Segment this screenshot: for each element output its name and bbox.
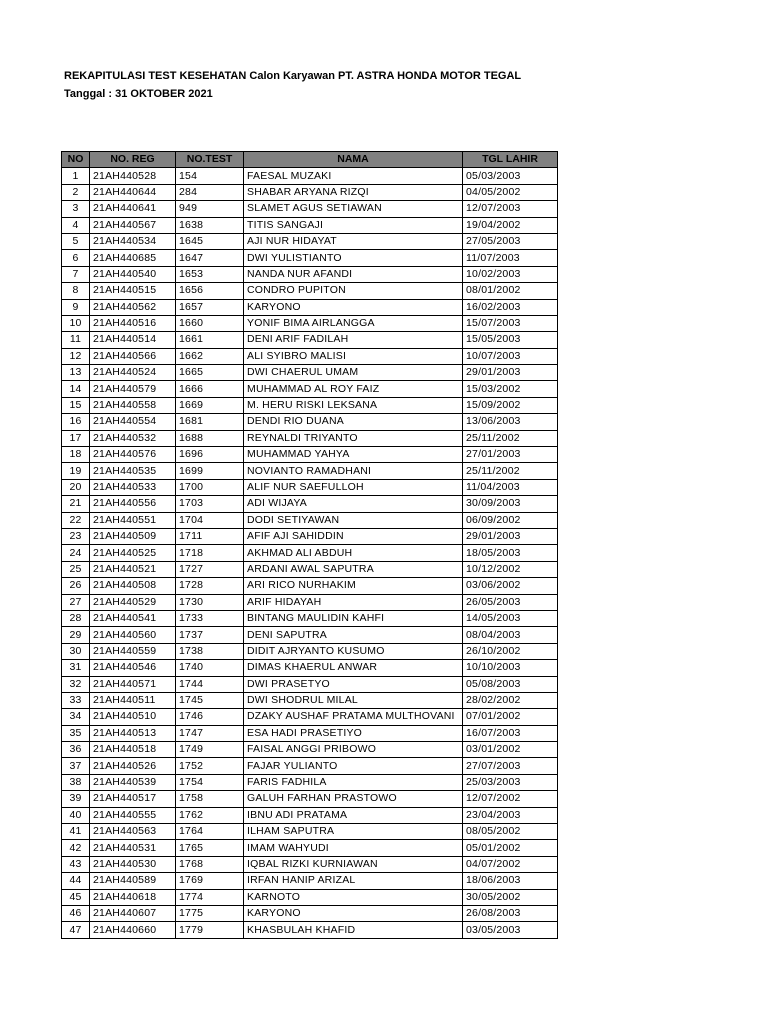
cell-no-test: 1718 (176, 545, 244, 561)
table-header-row (62, 152, 558, 168)
cell-no-test: 1638 (176, 217, 244, 233)
cell-nama: GALUH FARHAN PRASTOWO (244, 791, 463, 807)
cell-no-reg: 21AH440567 (90, 217, 176, 233)
cell-no: 39 (62, 791, 90, 807)
cell-no-reg: 21AH440535 (90, 463, 176, 479)
cell-no: 33 (62, 692, 90, 708)
table-row (62, 184, 558, 200)
table-row (62, 610, 558, 626)
cell-no-reg: 21AH440618 (90, 889, 176, 905)
cell-tgl-lahir: 06/09/2002 (463, 512, 558, 528)
cell-no-test: 1733 (176, 610, 244, 626)
cell-no: 17 (62, 430, 90, 446)
cell-nama: AFIF AJI SAHIDDIN (244, 528, 463, 544)
cell-no-reg: 21AH440524 (90, 365, 176, 381)
cell-nama: IQBAL RIZKI KURNIAWAN (244, 856, 463, 872)
cell-nama: NANDA NUR AFANDI (244, 266, 463, 282)
cell-nama: DENDI RIO DUANA (244, 414, 463, 430)
cell-no-reg: 21AH440685 (90, 250, 176, 266)
table-row (62, 643, 558, 659)
cell-tgl-lahir: 13/06/2003 (463, 414, 558, 430)
cell-tgl-lahir: 25/03/2003 (463, 774, 558, 790)
cell-no: 19 (62, 463, 90, 479)
cell-no-test: 1661 (176, 332, 244, 348)
table-row (62, 545, 558, 561)
cell-no: 20 (62, 479, 90, 495)
cell-no-test: 1657 (176, 299, 244, 315)
cell-no: 25 (62, 561, 90, 577)
table-row (62, 233, 558, 249)
cell-no-reg: 21AH440558 (90, 397, 176, 413)
cell-no-test: 1703 (176, 496, 244, 512)
cell-no: 32 (62, 676, 90, 692)
cell-nama: DENI SAPUTRA (244, 627, 463, 643)
cell-nama: MUHAMMAD YAHYA (244, 447, 463, 463)
cell-no-reg: 21AH440514 (90, 332, 176, 348)
cell-no: 21 (62, 496, 90, 512)
cell-tgl-lahir: 10/12/2002 (463, 561, 558, 577)
cell-nama: ALIF NUR SAEFULLOH (244, 479, 463, 495)
cell-nama: MUHAMMAD AL ROY FAIZ (244, 381, 463, 397)
cell-nama: BINTANG MAULIDIN KAHFI (244, 610, 463, 626)
table-row (62, 627, 558, 643)
cell-no-reg: 21AH440517 (90, 791, 176, 807)
cell-nama: FAESAL MUZAKI (244, 168, 463, 184)
cell-no-test: 1749 (176, 742, 244, 758)
cell-nama: DWI YULISTIANTO (244, 250, 463, 266)
cell-nama: DWI SHODRUL MILAL (244, 692, 463, 708)
table-row (62, 463, 558, 479)
cell-nama: FAISAL ANGGI PRIBOWO (244, 742, 463, 758)
cell-nama: DENI ARIF FADILAH (244, 332, 463, 348)
header-nama: NAMA (244, 152, 463, 168)
cell-no: 15 (62, 397, 90, 413)
cell-tgl-lahir: 18/06/2003 (463, 873, 558, 889)
table-row (62, 365, 558, 381)
cell-tgl-lahir: 26/08/2003 (463, 905, 558, 921)
cell-no-reg: 21AH440589 (90, 873, 176, 889)
cell-no-test: 1730 (176, 594, 244, 610)
cell-no-test: 1754 (176, 774, 244, 790)
cell-no: 43 (62, 856, 90, 872)
cell-nama: FAJAR YULIANTO (244, 758, 463, 774)
cell-no-test: 1737 (176, 627, 244, 643)
cell-no-test: 1774 (176, 889, 244, 905)
cell-no: 46 (62, 905, 90, 921)
cell-no-reg: 21AH440644 (90, 184, 176, 200)
table-row (62, 397, 558, 413)
cell-no: 2 (62, 184, 90, 200)
cell-no: 12 (62, 348, 90, 364)
table-row (62, 709, 558, 725)
table-row (62, 594, 558, 610)
cell-no-reg: 21AH440571 (90, 676, 176, 692)
cell-no-reg: 21AH440513 (90, 725, 176, 741)
cell-nama: KHASBULAH KHAFID (244, 922, 463, 938)
cell-tgl-lahir: 05/03/2003 (463, 168, 558, 184)
cell-no-reg: 21AH440556 (90, 496, 176, 512)
cell-no: 8 (62, 283, 90, 299)
cell-no-test: 1711 (176, 528, 244, 544)
cell-tgl-lahir: 04/07/2002 (463, 856, 558, 872)
cell-no: 13 (62, 365, 90, 381)
cell-no-reg: 21AH440533 (90, 479, 176, 495)
cell-no: 35 (62, 725, 90, 741)
table-row (62, 250, 558, 266)
cell-no-test: 1653 (176, 266, 244, 282)
table-row (62, 512, 558, 528)
cell-no: 18 (62, 447, 90, 463)
table-row (62, 725, 558, 741)
cell-no: 34 (62, 709, 90, 725)
cell-tgl-lahir: 27/07/2003 (463, 758, 558, 774)
table-row (62, 430, 558, 446)
cell-tgl-lahir: 08/04/2003 (463, 627, 558, 643)
cell-nama: M. HERU RISKI LEKSANA (244, 397, 463, 413)
cell-no: 3 (62, 201, 90, 217)
cell-no-test: 1665 (176, 365, 244, 381)
cell-no-reg: 21AH440579 (90, 381, 176, 397)
cell-no: 41 (62, 824, 90, 840)
cell-no: 40 (62, 807, 90, 823)
cell-no-reg: 21AH440511 (90, 692, 176, 708)
cell-no-reg: 21AH440539 (90, 774, 176, 790)
cell-no: 10 (62, 315, 90, 331)
table-row (62, 168, 558, 184)
cell-nama: SHABAR ARYANA RIZQI (244, 184, 463, 200)
cell-no-test: 1747 (176, 725, 244, 741)
table-row (62, 774, 558, 790)
cell-nama: AKHMAD ALI ABDUH (244, 545, 463, 561)
cell-nama: CONDRO PUPITON (244, 283, 463, 299)
cell-no-reg: 21AH440516 (90, 315, 176, 331)
cell-no-test: 1738 (176, 643, 244, 659)
cell-no-reg: 21AH440518 (90, 742, 176, 758)
cell-nama: NOVIANTO RAMADHANI (244, 463, 463, 479)
cell-no-reg: 21AH440541 (90, 610, 176, 626)
cell-nama: DWI CHAERUL UMAM (244, 365, 463, 381)
table-row (62, 414, 558, 430)
cell-no-test: 284 (176, 184, 244, 200)
table-row (62, 922, 558, 938)
cell-no-reg: 21AH440526 (90, 758, 176, 774)
cell-nama: KARNOTO (244, 889, 463, 905)
cell-tgl-lahir: 11/04/2003 (463, 479, 558, 495)
cell-tgl-lahir: 30/09/2003 (463, 496, 558, 512)
cell-no-test: 1666 (176, 381, 244, 397)
cell-no-test: 1704 (176, 512, 244, 528)
header-no-test: NO.TEST (176, 152, 244, 168)
cell-no-reg: 21AH440515 (90, 283, 176, 299)
cell-nama: ADI WIJAYA (244, 496, 463, 512)
cell-tgl-lahir: 05/08/2003 (463, 676, 558, 692)
cell-no-test: 1696 (176, 447, 244, 463)
cell-no: 30 (62, 643, 90, 659)
cell-no-reg: 21AH440532 (90, 430, 176, 446)
cell-nama: FARIS FADHILA (244, 774, 463, 790)
table-row (62, 496, 558, 512)
cell-no: 45 (62, 889, 90, 905)
cell-tgl-lahir: 29/01/2003 (463, 528, 558, 544)
cell-no-test: 1688 (176, 430, 244, 446)
table-body (62, 168, 558, 938)
cell-no: 14 (62, 381, 90, 397)
cell-nama: ARI RICO NURHAKIM (244, 578, 463, 594)
cell-tgl-lahir: 19/04/2002 (463, 217, 558, 233)
cell-nama: IRFAN HANIP ARIZAL (244, 873, 463, 889)
cell-nama: YONIF BIMA AIRLANGGA (244, 315, 463, 331)
cell-tgl-lahir: 11/07/2003 (463, 250, 558, 266)
cell-no-test: 1681 (176, 414, 244, 430)
cell-no-reg: 21AH440559 (90, 643, 176, 659)
cell-tgl-lahir: 05/01/2002 (463, 840, 558, 856)
cell-tgl-lahir: 26/05/2003 (463, 594, 558, 610)
cell-no-test: 1779 (176, 922, 244, 938)
table-row (62, 578, 558, 594)
cell-no: 23 (62, 528, 90, 544)
cell-no: 38 (62, 774, 90, 790)
cell-nama: ARIF HIDAYAH (244, 594, 463, 610)
cell-nama: TITIS SANGAJI (244, 217, 463, 233)
cell-tgl-lahir: 08/01/2002 (463, 283, 558, 299)
cell-no-reg: 21AH440555 (90, 807, 176, 823)
cell-no: 26 (62, 578, 90, 594)
cell-tgl-lahir: 15/03/2002 (463, 381, 558, 397)
cell-no-test: 1669 (176, 397, 244, 413)
cell-no-reg: 21AH440546 (90, 660, 176, 676)
cell-no-reg: 21AH440508 (90, 578, 176, 594)
cell-no-test: 1645 (176, 233, 244, 249)
cell-no-reg: 21AH440528 (90, 168, 176, 184)
cell-nama: AJI NUR HIDAYAT (244, 233, 463, 249)
cell-no-test: 154 (176, 168, 244, 184)
cell-no-reg: 21AH440576 (90, 447, 176, 463)
cell-tgl-lahir: 03/05/2003 (463, 922, 558, 938)
header-no: NO (62, 152, 90, 168)
cell-no-reg: 21AH440560 (90, 627, 176, 643)
cell-tgl-lahir: 10/10/2003 (463, 660, 558, 676)
table-row (62, 905, 558, 921)
cell-no: 47 (62, 922, 90, 938)
cell-nama: DZAKY AUSHAF PRATAMA MULTHOVANI (244, 709, 463, 725)
header-tgl-lahir: TGL LAHIR (463, 152, 558, 168)
cell-no: 22 (62, 512, 90, 528)
document-header (64, 68, 521, 103)
cell-no-reg: 21AH440607 (90, 905, 176, 921)
cell-tgl-lahir: 30/05/2002 (463, 889, 558, 905)
cell-no: 28 (62, 610, 90, 626)
table-row (62, 381, 558, 397)
cell-no-reg: 21AH440540 (90, 266, 176, 282)
cell-no: 5 (62, 233, 90, 249)
cell-tgl-lahir: 03/06/2002 (463, 578, 558, 594)
cell-no-test: 949 (176, 201, 244, 217)
cell-tgl-lahir: 10/02/2003 (463, 266, 558, 282)
cell-no-reg: 21AH440510 (90, 709, 176, 725)
cell-no-reg: 21AH440566 (90, 348, 176, 364)
table-row (62, 824, 558, 840)
cell-no-test: 1660 (176, 315, 244, 331)
cell-nama: REYNALDI TRIYANTO (244, 430, 463, 446)
cell-no: 11 (62, 332, 90, 348)
table-row (62, 299, 558, 315)
cell-nama: IMAM WAHYUDI (244, 840, 463, 856)
table-row (62, 315, 558, 331)
cell-no-test: 1764 (176, 824, 244, 840)
cell-tgl-lahir: 04/05/2002 (463, 184, 558, 200)
cell-tgl-lahir: 15/09/2002 (463, 397, 558, 413)
table-row (62, 528, 558, 544)
cell-tgl-lahir: 16/07/2003 (463, 725, 558, 741)
cell-no: 42 (62, 840, 90, 856)
cell-no-test: 1700 (176, 479, 244, 495)
cell-tgl-lahir: 14/05/2003 (463, 610, 558, 626)
table-row (62, 332, 558, 348)
cell-no-reg: 21AH440509 (90, 528, 176, 544)
cell-no: 4 (62, 217, 90, 233)
header-no-reg: NO. REG (90, 152, 176, 168)
cell-no-reg: 21AH440551 (90, 512, 176, 528)
cell-no: 7 (62, 266, 90, 282)
cell-no-test: 1768 (176, 856, 244, 872)
cell-tgl-lahir: 12/07/2003 (463, 201, 558, 217)
cell-no: 24 (62, 545, 90, 561)
cell-no-reg: 21AH440529 (90, 594, 176, 610)
cell-nama: ALI SYIBRO MALISI (244, 348, 463, 364)
cell-no-test: 1769 (176, 873, 244, 889)
table-row (62, 873, 558, 889)
cell-tgl-lahir: 15/05/2003 (463, 332, 558, 348)
cell-tgl-lahir: 03/01/2002 (463, 742, 558, 758)
cell-nama: SLAMET AGUS SETIAWAN (244, 201, 463, 217)
cell-nama: DIDIT AJRYANTO KUSUMO (244, 643, 463, 659)
cell-tgl-lahir: 07/01/2002 (463, 709, 558, 725)
table-row (62, 889, 558, 905)
table-row (62, 266, 558, 282)
cell-no-reg: 21AH440641 (90, 201, 176, 217)
table-row (62, 217, 558, 233)
cell-no: 31 (62, 660, 90, 676)
cell-no-reg: 21AH440530 (90, 856, 176, 872)
cell-nama: ARDANI AWAL SAPUTRA (244, 561, 463, 577)
table-row (62, 447, 558, 463)
cell-no-test: 1758 (176, 791, 244, 807)
table-row (62, 856, 558, 872)
cell-tgl-lahir: 15/07/2003 (463, 315, 558, 331)
cell-tgl-lahir: 29/01/2003 (463, 365, 558, 381)
cell-tgl-lahir: 27/05/2003 (463, 233, 558, 249)
cell-no: 9 (62, 299, 90, 315)
cell-no-test: 1762 (176, 807, 244, 823)
cell-no-test: 1647 (176, 250, 244, 266)
table-row (62, 676, 558, 692)
cell-no-test: 1699 (176, 463, 244, 479)
cell-nama: ESA HADI PRASETIYO (244, 725, 463, 741)
cell-tgl-lahir: 16/02/2003 (463, 299, 558, 315)
table-row (62, 758, 558, 774)
cell-no-test: 1728 (176, 578, 244, 594)
cell-nama: KARYONO (244, 905, 463, 921)
cell-tgl-lahir: 26/10/2002 (463, 643, 558, 659)
cell-no: 16 (62, 414, 90, 430)
cell-no-reg: 21AH440531 (90, 840, 176, 856)
cell-tgl-lahir: 25/11/2002 (463, 463, 558, 479)
cell-no-reg: 21AH440521 (90, 561, 176, 577)
table-row (62, 660, 558, 676)
cell-no-reg: 21AH440525 (90, 545, 176, 561)
cell-nama: DODI SETIYAWAN (244, 512, 463, 528)
candidate-table (61, 151, 558, 939)
cell-nama: KARYONO (244, 299, 463, 315)
table-row (62, 791, 558, 807)
cell-no-test: 1746 (176, 709, 244, 725)
cell-no-reg: 21AH440563 (90, 824, 176, 840)
cell-no-reg: 21AH440562 (90, 299, 176, 315)
table-row (62, 840, 558, 856)
cell-no-reg: 21AH440554 (90, 414, 176, 430)
table-row (62, 348, 558, 364)
cell-no: 37 (62, 758, 90, 774)
table-row (62, 479, 558, 495)
table-row (62, 283, 558, 299)
cell-no-test: 1727 (176, 561, 244, 577)
table-row (62, 807, 558, 823)
document-date: Tanggal : 31 OKTOBER 2021 (64, 87, 213, 100)
cell-no: 27 (62, 594, 90, 610)
cell-tgl-lahir: 08/05/2002 (463, 824, 558, 840)
cell-nama: IBNU ADI PRATAMA (244, 807, 463, 823)
cell-no: 29 (62, 627, 90, 643)
cell-nama: ILHAM SAPUTRA (244, 824, 463, 840)
cell-nama: DWI PRASETYO (244, 676, 463, 692)
cell-no-test: 1775 (176, 905, 244, 921)
table-row (62, 742, 558, 758)
cell-no-test: 1744 (176, 676, 244, 692)
cell-no: 44 (62, 873, 90, 889)
cell-no: 1 (62, 168, 90, 184)
cell-tgl-lahir: 27/01/2003 (463, 447, 558, 463)
cell-tgl-lahir: 23/04/2003 (463, 807, 558, 823)
table-row (62, 692, 558, 708)
cell-tgl-lahir: 12/07/2002 (463, 791, 558, 807)
cell-no-test: 1752 (176, 758, 244, 774)
cell-no-reg: 21AH440534 (90, 233, 176, 249)
cell-no-test: 1662 (176, 348, 244, 364)
cell-no-test: 1765 (176, 840, 244, 856)
cell-no: 6 (62, 250, 90, 266)
cell-no: 36 (62, 742, 90, 758)
cell-tgl-lahir: 10/07/2003 (463, 348, 558, 364)
table-row (62, 201, 558, 217)
cell-no-test: 1656 (176, 283, 244, 299)
document-title: REKAPITULASI TEST KESEHATAN Calon Karyawan PT. ASTRA HONDA MOTOR TEGAL (64, 70, 522, 82)
cell-no-test: 1740 (176, 660, 244, 676)
cell-tgl-lahir: 28/02/2002 (463, 692, 558, 708)
table-row (62, 561, 558, 577)
cell-nama: DIMAS KHAERUL ANWAR (244, 660, 463, 676)
cell-no-test: 1745 (176, 692, 244, 708)
cell-no-reg: 21AH440660 (90, 922, 176, 938)
cell-tgl-lahir: 18/05/2003 (463, 545, 558, 561)
cell-tgl-lahir: 25/11/2002 (463, 430, 558, 446)
